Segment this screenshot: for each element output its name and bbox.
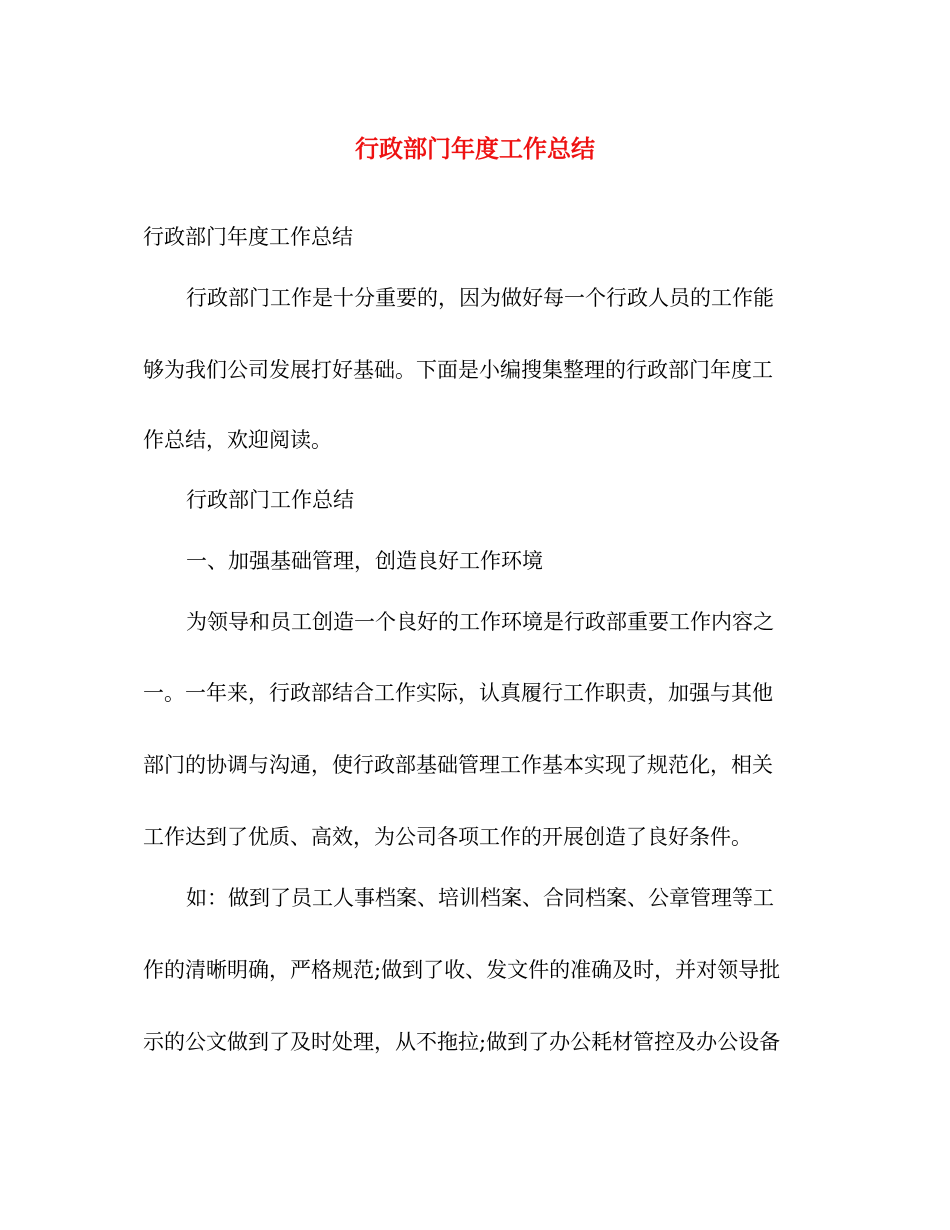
- body-line: 够为我们公司发展打好基础。下面是小编搜集整理的行政部门年度工: [143, 358, 773, 382]
- body-line: 行政部门工作是十分重要的，因为做好每一个行政人员的工作能: [186, 286, 774, 310]
- body-line: 工作达到了优质、高效，为公司各项工作的开展创造了良好条件。: [143, 825, 752, 849]
- section-heading: 一、加强基础管理，创造良好工作环境: [186, 549, 543, 573]
- section-heading: 行政部门工作总结: [186, 488, 354, 512]
- body-line: 示的公文做到了及时处理，从不拖拉;做到了办公耗材管控及办公设备: [143, 1030, 781, 1054]
- subtitle-line: 行政部门年度工作总结: [143, 225, 353, 249]
- document-title: 行政部门年度工作总结: [355, 134, 595, 163]
- body-line: 作的清晰明确，严格规范;做到了收、发文件的准确及时，并对领导批: [143, 958, 781, 982]
- body-line: 作总结，欢迎阅读。: [143, 428, 332, 452]
- body-line: 一。一年来，行政部结合工作实际，认真履行工作职责，加强与其他: [143, 681, 773, 705]
- body-line: 如：做到了员工人事档案、培训档案、合同档案、公章管理等工: [186, 886, 774, 910]
- body-line: 为领导和员工创造一个良好的工作环境是行政部重要工作内容之: [186, 610, 774, 634]
- body-line: 部门的协调与沟通，使行政部基础管理工作基本实现了规范化，相关: [143, 753, 773, 777]
